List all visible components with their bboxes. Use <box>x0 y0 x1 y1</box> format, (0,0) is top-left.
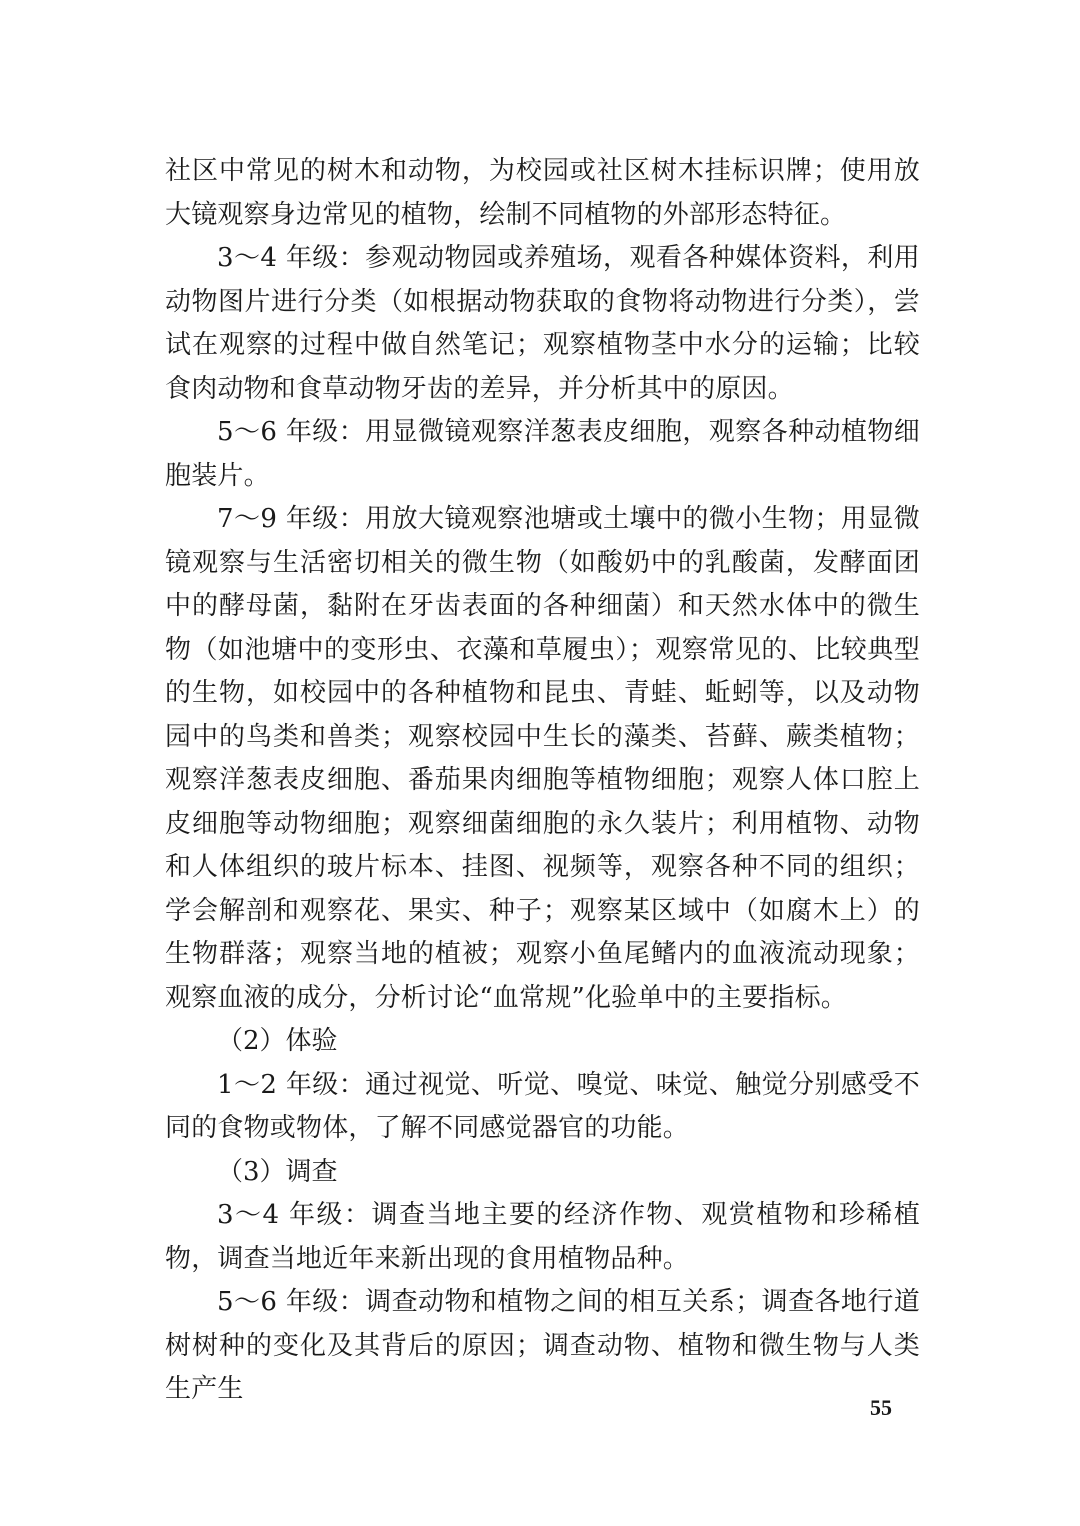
paragraph-grade-5-6-survey: 5～6 年级：调查动物和植物之间的相互关系；调查各地行道树树种的变化及其背后的原因；调查动物、植物和微生物与人类生产生 <box>165 1287 920 1404</box>
section-heading-survey: （3）调查 <box>217 1156 338 1187</box>
paragraph-grade-3-4-observation: 3～4 年级：参观动物园或养殖场，观看各种媒体资料，利用动物图片进行分类（如根据动物获取的食物将动物进行分类），尝试在观察的过程中做自然笔记；观察植物茎中水分的运输；比较食肉动物和食草动物牙齿的差异，并分析其中的原因。 <box>165 243 920 404</box>
paragraph-grade-7-9-observation: 7～9 年级：用放大镜观察池塘或土壤中的微小生物；用显微镜观察与生活密切相关的微生物（如酸奶中的乳酸菌，发酵面团中的酵母菌，黏附在牙齿表面的各种细菌）和天然水体中的微生物（如池塘中的变形虫、衣藻和草履虫）；观察常见的、比较典型的生物，如校园中的各种植物和昆虫、青蛙、蚯蚓等，以及动物园中的鸟类和兽类；观察校园中生长的藻类、苔藓、蕨类植物；观察洋葱表皮细胞、番茄果肉细胞等植物细胞；观察人体口腔上皮细胞等动物细胞；观察细菌细胞的永久装片；利用植物、动物和人体组织的玻片标本、挂图、视频等，观察各种不同的组织；学会解剖和观察花、果实、种子；观察某区域中（如腐木上）的生物群落；观察当地的植被；观察小鱼尾鳍内的血液流动现象；观察血液的成分，分析讨论“血常规”化验单中的主要指标。 <box>165 504 920 1013</box>
paragraph-grade-3-4-survey: 3～4 年级：调查当地主要的经济作物、观赏植物和珍稀植物，调查当地近年来新出现的食用植物品种。 <box>165 1200 920 1274</box>
page-number: 55 <box>870 1395 892 1420</box>
paragraph-continued: 社区中常见的树木和动物，为校园或社区树木挂标识牌；使用放大镜观察身边常见的植物，绘制不同植物的外部形态特征。 <box>165 156 920 230</box>
section-heading-experience: （2）体验 <box>217 1026 338 1056</box>
paragraph-grade-1-2-experience: 1～2 年级：通过视觉、听觉、嗅觉、味觉、触觉分别感受不同的食物或物体，了解不同感觉器官的功能。 <box>165 1069 920 1143</box>
paragraph-grade-5-6-observation: 5～6 年级：用显微镜观察洋葱表皮细胞，观察各种动植物细胞装片。 <box>165 417 920 491</box>
page-body <box>165 150 920 1412</box>
